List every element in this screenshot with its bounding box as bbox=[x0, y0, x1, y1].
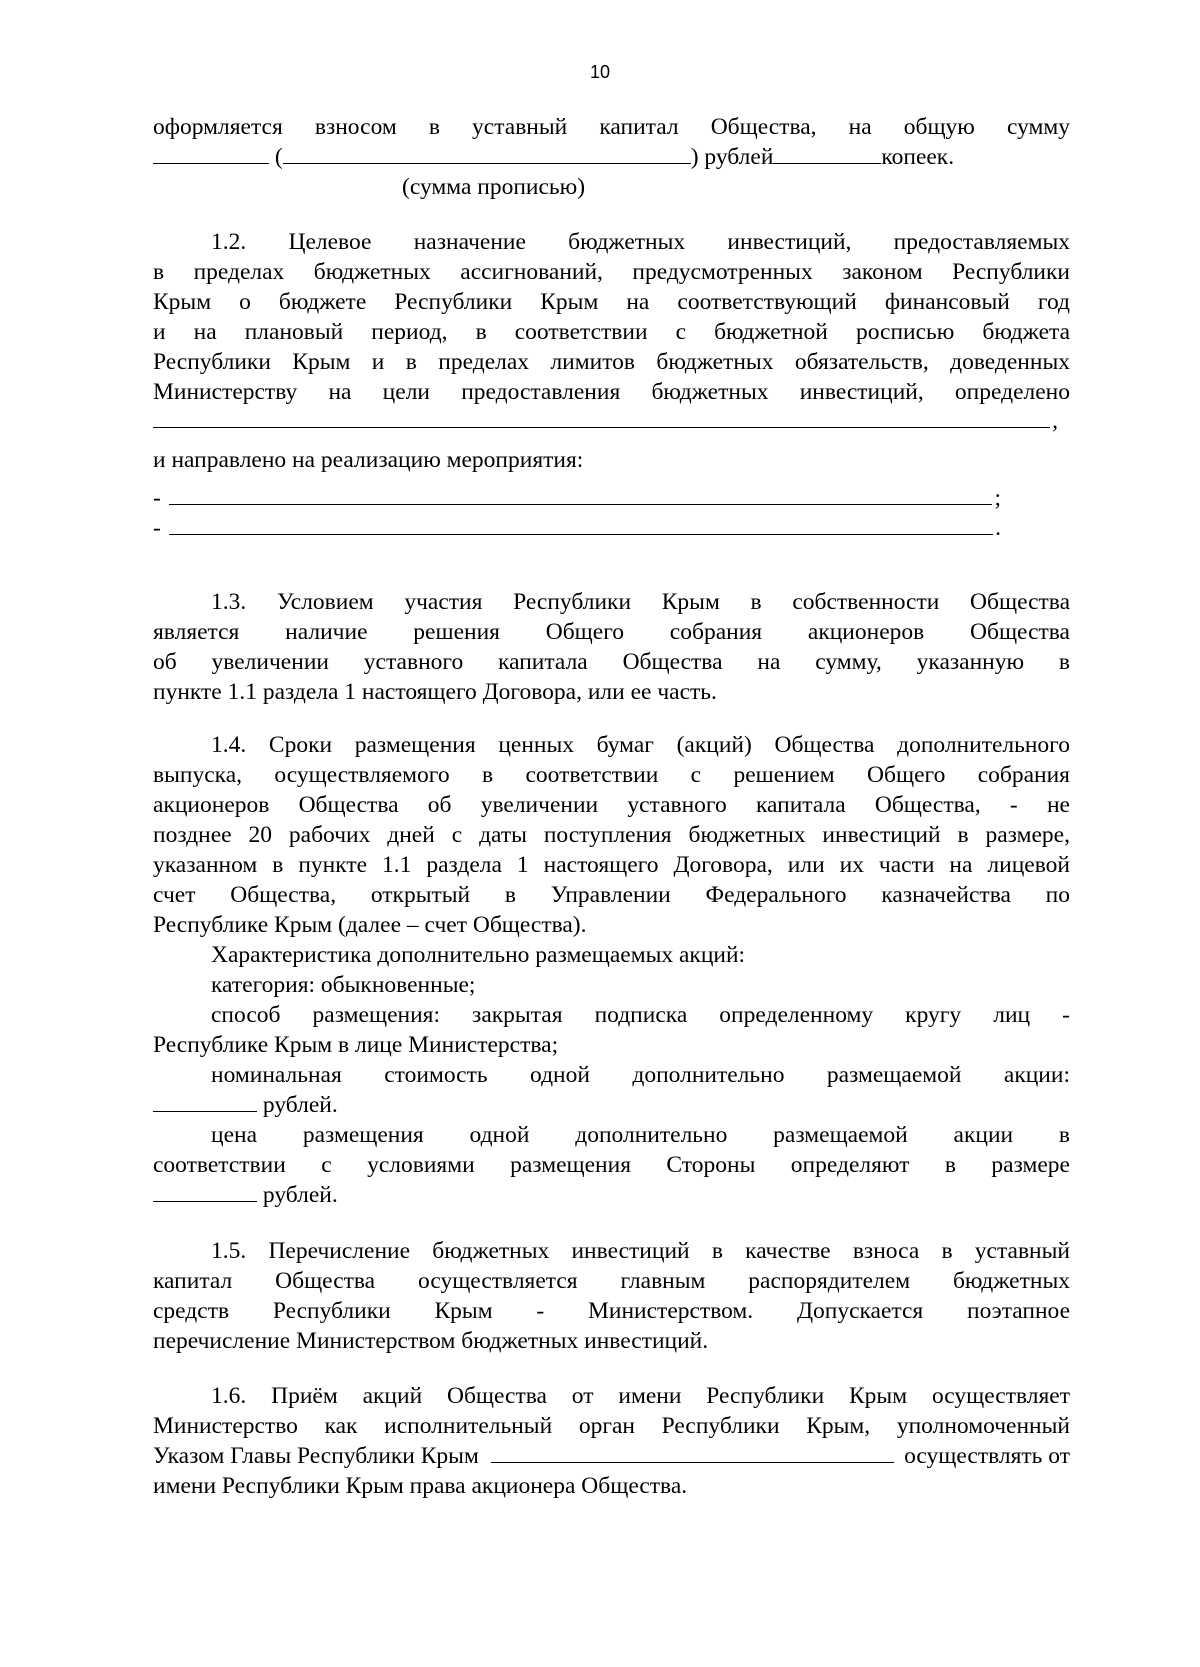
p1-2-line-6: Министерству на цели предоставления бюджетных инвестиций, определено bbox=[153, 379, 1070, 405]
price-blank bbox=[153, 1180, 257, 1202]
p1-5-line-4: перечисление Министерством бюджетных инвестиций. bbox=[153, 1328, 709, 1354]
p1-4-line-5: указанном в пункте 1.1 раздела 1 настоящего Договора, или их части на лицевой bbox=[153, 852, 1070, 878]
p1-2-line-4: и на плановый период, в соответствии с бюджетной росписью бюджета bbox=[153, 319, 1070, 345]
item-2-end: . bbox=[995, 515, 1001, 541]
p1-3-line-4: пункте 1.1 раздела 1 настоящего Договора, или ее часть. bbox=[153, 679, 717, 705]
purpose-blank bbox=[153, 406, 1050, 428]
p1-3-line-2: является наличие решения Общего собрания акционеров Общества bbox=[153, 619, 1070, 645]
p1-4-line-4: позднее 20 рабочих дней с даты поступления бюджетных инвестиций в размере, bbox=[153, 822, 1070, 848]
shares-char-title: Характеристика дополнительно размещаемых акций: bbox=[211, 942, 746, 968]
measure-item-2 bbox=[153, 513, 1001, 543]
nominal-value-amount bbox=[153, 1090, 1070, 1120]
p1-4-line-6: счет Общества, открытый в Управлении Федерального казначейства по bbox=[153, 882, 1070, 908]
price-rub: рублей. bbox=[262, 1182, 338, 1208]
p1-5-line-3: средств Республики Крым - Министерством. Допускается поэтапное bbox=[153, 1298, 1070, 1324]
p1-3-line-3: об увеличении уставного капитала Общества на сумму, указанную в bbox=[153, 649, 1070, 675]
p1-4-line-7: Республике Крым (далее – счет Общества). bbox=[153, 912, 587, 938]
shares-category: категория: обыкновенные; bbox=[211, 972, 476, 998]
nominal-rub: рублей. bbox=[262, 1092, 338, 1118]
p1-4-line-3: акционеров Общества об увеличении уставного капитала Общества, - не bbox=[153, 792, 1070, 818]
page-number: 10 bbox=[589, 62, 611, 82]
placement-method-2: Республике Крым в лице Министерства; bbox=[153, 1032, 559, 1058]
p1-4-line-2: выпуска, осуществляемого в соответствии с решением Общего собрания bbox=[153, 762, 1070, 788]
p1-3-line-1: 1.3. Условием участия Республики Крым в собственности Общества bbox=[211, 589, 1070, 615]
nominal-blank bbox=[153, 1090, 257, 1112]
decree-label: Указом Главы Республики Крым bbox=[153, 1443, 479, 1469]
p1-6-line-3 bbox=[153, 1441, 1070, 1471]
sum-caption: (сумма прописью) bbox=[402, 174, 586, 200]
purpose-blank-end: , bbox=[1052, 408, 1058, 434]
item-1-end: ; bbox=[994, 485, 1001, 511]
sum-digits-blank bbox=[153, 142, 269, 164]
kopeks-label: копеек. bbox=[881, 144, 955, 170]
open-paren: ( bbox=[274, 144, 283, 170]
item-1-dash: - bbox=[153, 485, 161, 511]
decree-after: осуществлять от bbox=[904, 1443, 1070, 1469]
intro-line-1: оформляется взносом в уставный капитал Общества, на общую сумму bbox=[153, 114, 1070, 140]
kopeks-blank bbox=[773, 142, 881, 164]
measure-blank-1 bbox=[169, 483, 993, 505]
placement-method-1: способ размещения: закрытая подписка определенному кругу лиц - bbox=[211, 1002, 1070, 1028]
measure-blank-2 bbox=[169, 513, 993, 535]
p1-4-line-1: 1.4. Сроки размещения ценных бумаг (акций) Общества дополнительного bbox=[211, 732, 1070, 758]
intro-line-2 bbox=[153, 142, 1070, 172]
price-amount bbox=[153, 1180, 1070, 1210]
p1-2-line-3: Крым о бюджете Республики Крым на соответствующий финансовый год bbox=[153, 289, 1070, 315]
purpose-blank-line bbox=[153, 406, 1058, 436]
rubles-label: ) рублей bbox=[690, 144, 774, 170]
decree-blank bbox=[491, 1441, 894, 1463]
p1-5-line-1: 1.5. Перечисление бюджетных инвестиций в качестве взноса в уставный bbox=[211, 1238, 1070, 1264]
p1-6-line-4: имени Республики Крым права акционера Общества. bbox=[153, 1473, 688, 1499]
p1-2-line-2: в пределах бюджетных ассигнований, предусмотренных законом Республики bbox=[153, 259, 1070, 285]
price-line-2: соответствии с условиями размещения Стороны определяют в размере bbox=[153, 1152, 1070, 1178]
measure-item-1 bbox=[153, 483, 1001, 513]
item-2-dash: - bbox=[153, 515, 161, 541]
p1-5-line-2: капитал Общества осуществляется главным распорядителем бюджетных bbox=[153, 1268, 1070, 1294]
p1-6-line-1: 1.6. Приём акций Общества от имени Республики Крым осуществляет bbox=[211, 1383, 1070, 1409]
p1-2-line-1: 1.2. Целевое назначение бюджетных инвестиций, предоставляемых bbox=[211, 229, 1070, 255]
p1-6-line-2: Министерство как исполнительный орган Республики Крым, уполномоченный bbox=[153, 1413, 1070, 1439]
p1-2-after: и направлено на реализацию мероприятия: bbox=[153, 447, 584, 473]
nominal-value-line: номинальная стоимость одной дополнительно размещаемой акции: bbox=[211, 1062, 1070, 1088]
price-line-1: цена размещения одной дополнительно размещаемой акции в bbox=[211, 1122, 1070, 1148]
p1-2-line-5: Республики Крым и в пределах лимитов бюджетных обязательств, доведенных bbox=[153, 349, 1070, 375]
sum-words-blank bbox=[283, 142, 691, 164]
